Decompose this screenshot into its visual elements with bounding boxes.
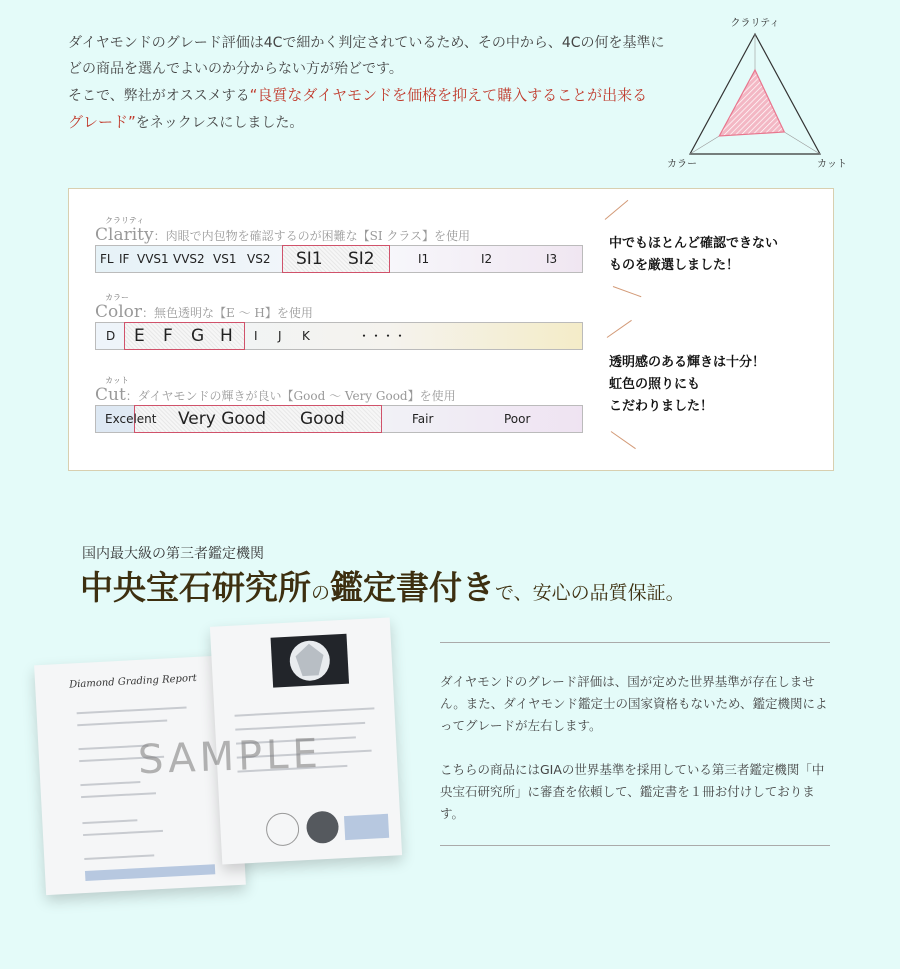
cut-desc: ：ダイヤモンドの輝きが良い【Good 〜 Very Good】を使用 <box>125 389 456 403</box>
cut-title <box>95 385 583 405</box>
grade-label: Excelent <box>105 412 157 426</box>
intro-highlight: グレード” <box>68 113 136 131</box>
grade-label-selected: G <box>191 326 205 346</box>
intro-line: どの商品を選んでよいのか分からない方が殆どです。 <box>68 61 403 77</box>
note-decoration <box>605 200 629 220</box>
grade-label: Fair <box>412 412 434 426</box>
radar-label-cut: カット <box>817 159 847 170</box>
grade-label: VVS1 <box>137 252 169 266</box>
color-cut-note <box>609 352 765 418</box>
grade-label: I2 <box>481 252 493 266</box>
cert-heading-cert: 鑑定書付き <box>330 568 496 607</box>
radar-chart <box>660 12 860 177</box>
color-title-en: Color <box>95 302 143 322</box>
grade-label-selected: H <box>220 326 233 346</box>
certificate-photo <box>40 622 400 890</box>
grade-box <box>68 188 834 471</box>
note-line: 中でもほとんど確認できない <box>609 236 779 251</box>
grade-label: VS1 <box>213 252 237 266</box>
intro-line <box>68 109 688 136</box>
grade-label: K <box>302 329 310 343</box>
cert-heading-part: の <box>311 582 331 604</box>
description-paragraph: こちらの商品にはGIAの世界基準を採用している第三者鑑定機関「中央宝石研究所」に審査を依頼して、鑑定書を１冊お付けしております。 <box>440 762 825 821</box>
clarity-ruby: クラリティ <box>105 216 145 225</box>
radar-label-clarity: クラリティ <box>730 18 780 29</box>
grade-label: VVS2 <box>173 252 205 266</box>
grade-label: I <box>254 329 258 343</box>
note-decoration <box>611 431 636 449</box>
note-line: こだわりました！ <box>609 399 714 414</box>
grade-label: IF <box>119 252 130 266</box>
color-ruby: カラー <box>105 293 129 302</box>
intro-text-plain: そこで、弊社がオススメする <box>68 88 250 104</box>
cut-scale <box>95 405 583 433</box>
cert-description <box>440 642 830 846</box>
note-line: ものを厳選しました！ <box>609 258 740 273</box>
grade-label: I1 <box>418 252 430 266</box>
grade-label: I3 <box>546 252 558 266</box>
note-line: 虹色の照りにも <box>609 377 701 392</box>
cert-heading-part: で、安心の品質保証。 <box>495 582 685 604</box>
note-decoration <box>607 320 632 338</box>
cert-subheading: 国内最大級の第三者鑑定機関 <box>82 546 264 562</box>
note-decoration <box>613 286 642 297</box>
grade-label-selected: F <box>163 326 173 346</box>
grade-label: VS2 <box>247 252 271 266</box>
clarity-title-en: Clarity <box>95 225 154 245</box>
grade-label: ・・・・ <box>358 329 407 343</box>
grade-label-selected: SI2 <box>348 249 375 269</box>
grade-label: D <box>106 329 116 343</box>
note-line: 透明感のある輝きは十分！ <box>609 355 766 370</box>
cut-ruby: カット <box>105 376 129 385</box>
color-section <box>95 293 583 350</box>
cut-section <box>95 376 583 433</box>
intro-highlight: “良質なダイヤモンドを価格を抑えて購入することが出来る <box>249 86 648 104</box>
grade-label: Poor <box>504 412 531 426</box>
intro-line: ダイヤモンドのグレード評価は4Cで細かく判定されているため、その中から、4Cの何を基準に <box>68 35 665 51</box>
sample-watermark: SAMPLE <box>137 730 323 784</box>
report-title: Diamond Grading Report <box>68 672 198 691</box>
intro-line <box>68 82 688 109</box>
grade-label-selected: Good <box>300 409 345 429</box>
intro-text-plain: をネックレスにしました。 <box>135 115 304 131</box>
grade-label-selected: SI1 <box>296 249 323 269</box>
clarity-note <box>609 233 778 277</box>
clarity-desc: ：肉眼で内包物を確認するのが困難な【SI クラス】を使用 <box>153 229 471 243</box>
cert-heading <box>80 562 685 609</box>
radar-value-area <box>719 70 784 136</box>
color-desc: ：無色透明な【E 〜 H】を使用 <box>142 306 313 320</box>
grade-label: FL <box>100 252 114 266</box>
grade-label-selected: Very Good <box>178 409 266 429</box>
clarity-title <box>95 225 583 245</box>
color-title <box>95 302 583 322</box>
color-scale <box>95 322 583 350</box>
radar-label-color: カラー <box>667 159 697 170</box>
clarity-scale <box>95 245 583 273</box>
cert-heading-lab: 中央宝石研究所 <box>80 568 311 607</box>
intro-text <box>68 30 688 136</box>
cut-title-en: Cut <box>95 385 126 405</box>
grade-label-selected: E <box>134 326 145 346</box>
description-paragraph: ダイヤモンドのグレード評価は、国が定めた世界基準が存在しません。また、ダイヤモンド鑑定士の国家資格もないため、鑑定機関によってグレードが左右します。 <box>440 674 828 733</box>
grade-label: J <box>278 329 282 343</box>
clarity-section <box>95 216 583 273</box>
